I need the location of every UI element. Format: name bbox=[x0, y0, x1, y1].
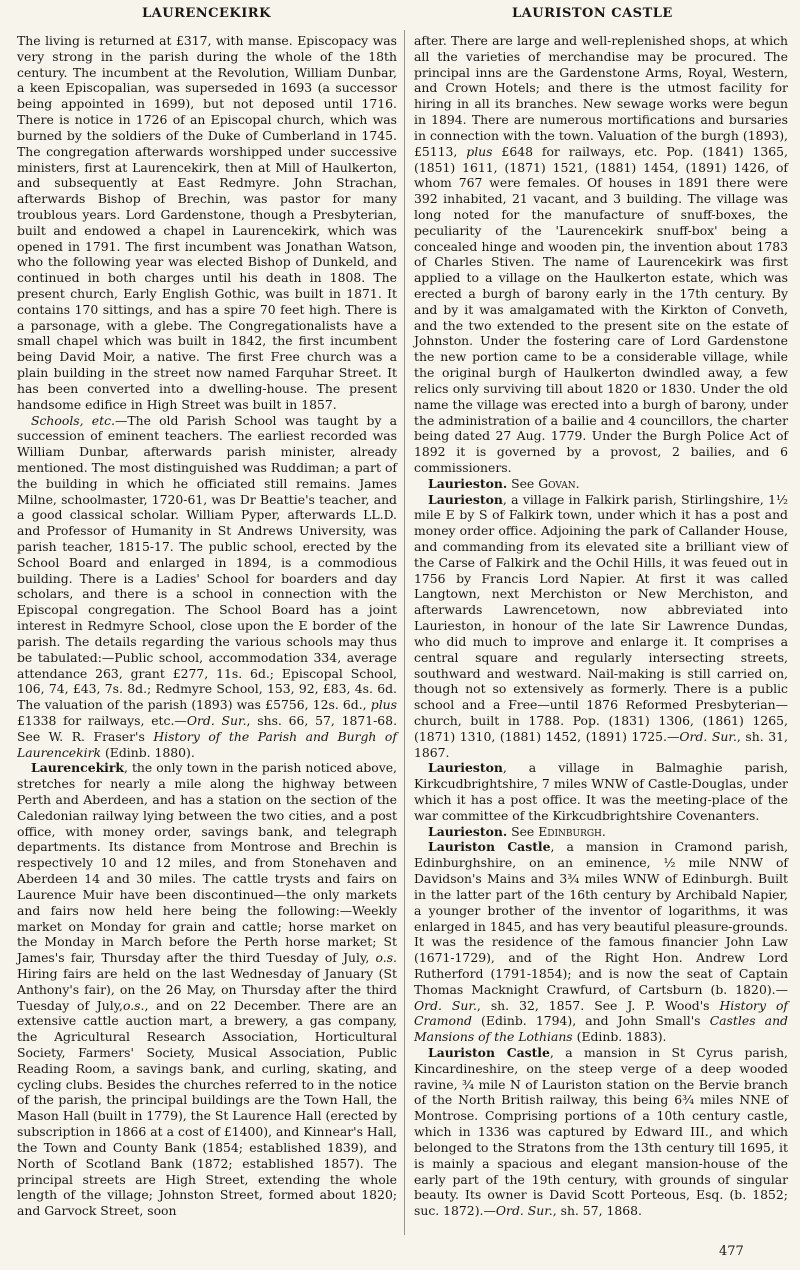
entry-headword: Laurencekirk bbox=[31, 760, 125, 776]
paragraph-schools: Schools, etc.—The old Parish School was taught by a succession of eminent teachers. The earliest recorded was William Dunbar, afterwards parish minister, already mentioned. The most distinguished was Ruddiman; a part of the building in which he officiated still remains. James Milne, schoolmaster, 1720-61, was Dr Beattie's teacher, and a good classical scholar. William Pyper, afterwards LL.D. and Professor of Humanity in St Andrews University, was parish teacher, 1815-17. The public school, erected by the School Board and enlarged in 1894, is a commodious building. There is a Ladies' School for boarders and day scholars, and there is a school in connection with the Episcopal congregation. The School Board has a joint interest in Redmyre School, close upon the E border of the parish. The details regarding the various schools may thus be tabulated:—Public school, accommodation 334, average attendance 263, grant £277, 11s. 6d.; Episcopal School, 106, 74, £43, 7s. 8d.; Redmyre School, 153, 92, £83, 4s. 6d. The valuation of the parish (1893) was £5756, 12s. 6d., plus £1338 for railways, etc.—Ord. Sur., shs. 66, 57, 1871-68. See W. R. Fraser's History of the Parish and Burgh of Laurencekirk (Edinb. 1880). bbox=[17, 412, 398, 760]
entry-headword: Lauriston Castle bbox=[428, 839, 551, 855]
page-number: 477 bbox=[719, 1244, 744, 1259]
cross-reference[interactable]: Edinburgh. bbox=[538, 823, 606, 839]
right-column bbox=[414, 33, 788, 1219]
entry-lauriston-castle-st-cyrus: Lauriston Castle, a mansion in St Cyrus parish, Kincardineshire, on the steep verge of a deep wooded ravine, ¾ mile N of Lauriston station on the Bervie branch of the North British railway, this being 6¾ miles NNE of Montrose. Comprising portions of a 10th century castle, which in 1336 was captured by Edward III., and which belonged to the Stratons from the 13th century till 1695, it is mainly a spacious and elegant mansion-house of the early part of the 19th century, with grounds of singular beauty. Its owner is David Scott Porteous, Esq. (b. 1852; suc. 1872).—Ord. Sur., sh. 57, 1868. bbox=[414, 1045, 788, 1219]
entry-headword: Lauriston Castle bbox=[428, 1045, 550, 1060]
entry-headword: Laurieston. bbox=[428, 475, 508, 491]
running-header bbox=[0, 6, 800, 28]
entry-laurieston-falkirk: Laurieston, a village in Falkirk parish, Stirlingshire, 1½ mile E by S of Falkirk town, under which it has a post and money order office. Adjoining the park of Callander House, and commanding from its elevated site a brilliant view of the Carse of Falkirk and the Ochil Hills, it was feued out in 1756 by Francis Lord Napier. At first it was called Langtown, next Merchiston or New Merchiston, and afterwards Lawrencetown, now abbreviated into Laurieston, in honour of the late Sir Lawrence Dundas, who did much to improve and enlarge it. It comprises a central square and regularly intersecting streets, southward and westward. Nail-making is still carried on, though not so extensively as formerly. There is a public school and a Free—until 1876 Reformed Presbyterian—church, built in 1788. Pop. (1831) 1306, (1861) 1265, (1871) 1310, (1881) 1452, (1891) 1725.—Ord. Sur., sh. 31, 1867. bbox=[414, 491, 788, 760]
entry-headword: Laurieston. bbox=[428, 823, 508, 839]
entry-headword: Laurieston bbox=[428, 491, 503, 507]
column-divider bbox=[404, 30, 405, 1235]
entry-headword: Laurieston bbox=[428, 760, 503, 776]
entry-laurieston-balmaghie: Laurieston, a village in Balmaghie parish, Kirkcudbrightshire, 7 miles WNW of Castle-Douglas, under which it has a post office. It was the meeting-place of the war committee of the Kirkcudbrightshire Covenanters. bbox=[414, 760, 788, 823]
entry-laurieston-edinburgh: Laurieston. See Edinburgh. bbox=[428, 823, 606, 839]
book-title: History of the Parish and Burgh of Laurencekirk bbox=[17, 728, 397, 760]
entry-laurieston-govan: Laurieston. See Govan. bbox=[428, 475, 580, 491]
schools-label: Schools, etc. bbox=[31, 412, 115, 428]
book-title: Castles and Mansions of the Lothians bbox=[414, 1013, 788, 1045]
book-title: History of Cramond bbox=[414, 997, 788, 1029]
paragraph-episcopacy: The living is returned at £317, with manse. Episcopacy was very strong in the parish during the whole of the 18th century. The incumbent at the Revolution, William Dunbar, a keen Episcopalian, was superseded in 1693 (a successor being appointed in 1699), but not deposed until 1716. There is notice in 1726 of an Episcopal church, which was burned by the soldiers of the Duke of Cumberland in 1745. The congregation afterwards worshipped under successive ministers, first at Laurencekirk, then at Mill of Haulkerton, and subsequently at East Redmyre. John Strachan, afterwards Bishop of Brechin, was pastor for many troublous years. Lord Gardenstone, though a Presbyterian, built and endowed a chapel in Laurencekirk, which was opened in 1791. The first incumbent was Jonathan Watson, who the following year was elected Bishop of Dunkeld, and continued in both charges until his death in 1808. The present church, Early English Gothic, was built in 1871. It contains 170 sittings, and has a spire 70 feet high. There is a parsonage, with a glebe. The Congregationalists have a small chapel which was built in 1842, the first incumbent being David Moir, a native. The first Free church was a plain building in the street now named Farquhar Street. It has been converted into a dwelling-house. The present handsome edifice in High Street was built in 1857. bbox=[17, 33, 397, 412]
paragraph-continued: after. There are large and well-replenished shops, at which all the varieties of merchandise may be procured. The principal inns are the Gardenstone Arms, Royal, Western, and Crown Hotels; and there is the utmost facility for hiring in all its branches. New sewage works were begun in 1894. There are numerous mortifications and bursaries in connection with the town. Valuation of the burgh (1893), £5113, plus £648 for railways, etc. Pop. (1841) 1365, (1851) 1611, (1871) 1521, (1881) 1454, (1891) 1426, of whom 767 were females. Of houses in 1891 there were 392 inhabited, 21 vacant, and 3 building. The village was long noted for the manufacture of snuff-boxes, the peculiarity of the 'Laurencekirk snuff-box' being a concealed hinge and wooden pin, the invention about 1783 of Charles Stiven. The name of Laurencekirk was first applied to a village on the Haulkerton estate, which was erected a burgh of barony early in the 17th century. By and by it was amalgamated with the Kirkton of Conveth, and the two extended to the present site on the estate of Johnston. Under the fostering care of Lord Gardenstone the new portion came to be a considerable village, while the original burgh of Haulkerton dwindled away, a few relics only surviving till about 1820 or 1830. Under the old name the village was erected into a burgh of barony, under the administration of a bailie and 4 councillors, the charter being dated 27 Aug. 1779. Under the Burgh Police Act of 1892 it is governed by a provost, 2 bailies, and 6 commissioners. bbox=[414, 33, 788, 475]
header-left: LAURENCEKIRK bbox=[142, 6, 271, 21]
header-right: LAURISTON CASTLE bbox=[512, 6, 673, 21]
left-column bbox=[17, 33, 397, 1219]
entry-lauriston-castle-cramond: Lauriston Castle, a mansion in Cramond parish, Edinburghshire, on an eminence, ½ mile NNW of Davidson's Mains and 3¾ miles WNW of Edinburgh. Built in the latter part of the 16th century by Archibald Napier, a younger brother of the inventor of logarithms, it was enlarged in 1845, and has very beautiful pleasure-grounds. It was the residence of the famous financier John Law (1671-1729), and of the Right Hon. Andrew Lord Rutherford (1791-1854); and is now the seat of Captain Thomas Macknight Crawfurd, of Cartsburn (b. 1820).—Ord. Sur., sh. 32, 1857. See J. P. Wood's History of Cramond (Edinb. 1794), and John Small's Castles and Mansions of the Lothians (Edinb. 1883). bbox=[414, 839, 789, 1045]
cross-reference[interactable]: Govan. bbox=[538, 475, 580, 491]
entry-laurencekirk-town: Laurencekirk, the only town in the parish noticed above, stretches for nearly a mile along the highway between Perth and Aberdeen, and has a station on the section of the Caledonian railway lying between the two cities, and a post office, with money order, savings bank, and telegraph departments. Its distance from Montrose and Brechin is respectively 10 and 12 miles, and from Stonehaven and Aberdeen 14 and 30 miles. The cattle trysts and fairs on Laurence Muir have been discontinued—the only markets and fairs now held here being the following:—Weekly market on Monday for grain and cattle; horse market on the Monday in March before the Perth horse market; St James's fair, Thursday after the third Tuesday of July, o.s. Hiring fairs are held on the last Wednesday of January (St Anthony's fair), on the 26 May, on Thursday after the third Tuesday of July,o.s., and on 22 December. There are an extensive cattle auction mart, a brewery, a gas company, the Agricultural Research Association, Horticultural Society, Farmers' Society, Musical Association, Public Reading Room, a savings bank, and curling, skating, and cycling clubs. Besides the churches referred to in the notice of the parish, the principal buildings are the Town Hall, the Mason Hall (built in 1779), the St Laurence Hall (erected by subscription in 1866 at a cost of £1400), and Kinnear's Hall, the Town and County Bank (1854; established 1839), and North of Scotland Bank (1872; established 1857). The principal streets are High Street, extending the whole length of the village; Johnston Street, formed about 1820; and Garvock Street, soon bbox=[17, 760, 397, 1219]
